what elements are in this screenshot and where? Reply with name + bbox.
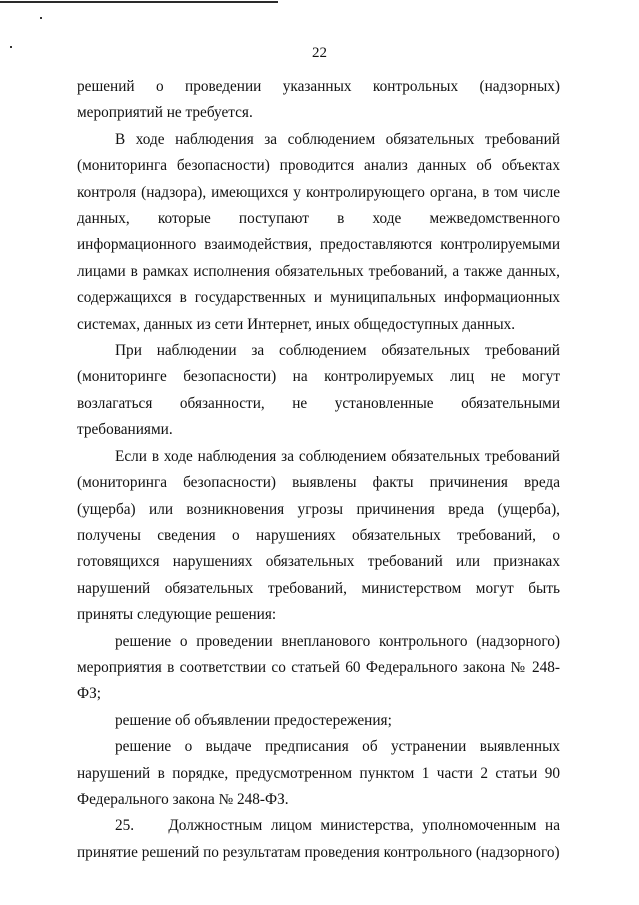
paragraph-decision-order: решение о выдаче предписания об устранении выявленных нарушений в порядке, предусмотренном пунктом 1 части 2 статьи 90 Федерального закона № 248-ФЗ. [77, 738, 560, 808]
paragraph-item-25: 25. Должностным лицом министерства, уполномоченным на принятие решений по результатам проведения контрольного (надзорного) [77, 817, 560, 861]
scan-edge-line [0, 1, 278, 3]
paragraph-decision-warning: решение об объявлении предостережения; [115, 711, 392, 729]
paragraph-continuation: решений о проведении указанных контрольных (надзорных) мероприятий не требуется. [77, 78, 560, 122]
document-body [77, 74, 560, 866]
paragraph-decision-unscheduled: решение о проведении внепланового контрольного (надзорного) мероприятия в соответствии со статьей 60 Федерального закона № 248-ФЗ; [77, 632, 560, 703]
paragraph-decisions-intro: Если в ходе наблюдения за соблюдением обязательных требований (мониторинга безопасности) выявлены факты причинения вреда (ущерба) или возникновения угрозы причинения вреда (ущерба), получены сведения о нарушениях обязательных требований, о готовящихся нарушениях обязательных требований или признаках нарушений обязательных требований, министерством могут быть приняты следующие решения: [77, 447, 560, 624]
paragraph-no-obligations: При наблюдении за соблюдением обязательных требований (мониторинге безопасности) на контролируемых лиц не могут возлагаться обязанности, не установленные обязательными требованиями. [77, 342, 560, 439]
page-number: 22 [312, 45, 327, 61]
scan-speck [40, 17, 42, 19]
paragraph-monitoring-analysis: В ходе наблюдения за соблюдением обязательных требований (мониторинга безопасности) проводится анализ данных об объектах контроля (надзора), имеющихся у контролирующего органа, в том числе данных, которые поступают в ходе межведомственного информационного взаимодействия, предоставляются контролируемыми лицами в рамках исполнения обязательных требований, а также данных, содержащихся в государственных и муниципальных информационных системах, данных из сети Интернет, иных общедоступных данных. [77, 130, 560, 333]
